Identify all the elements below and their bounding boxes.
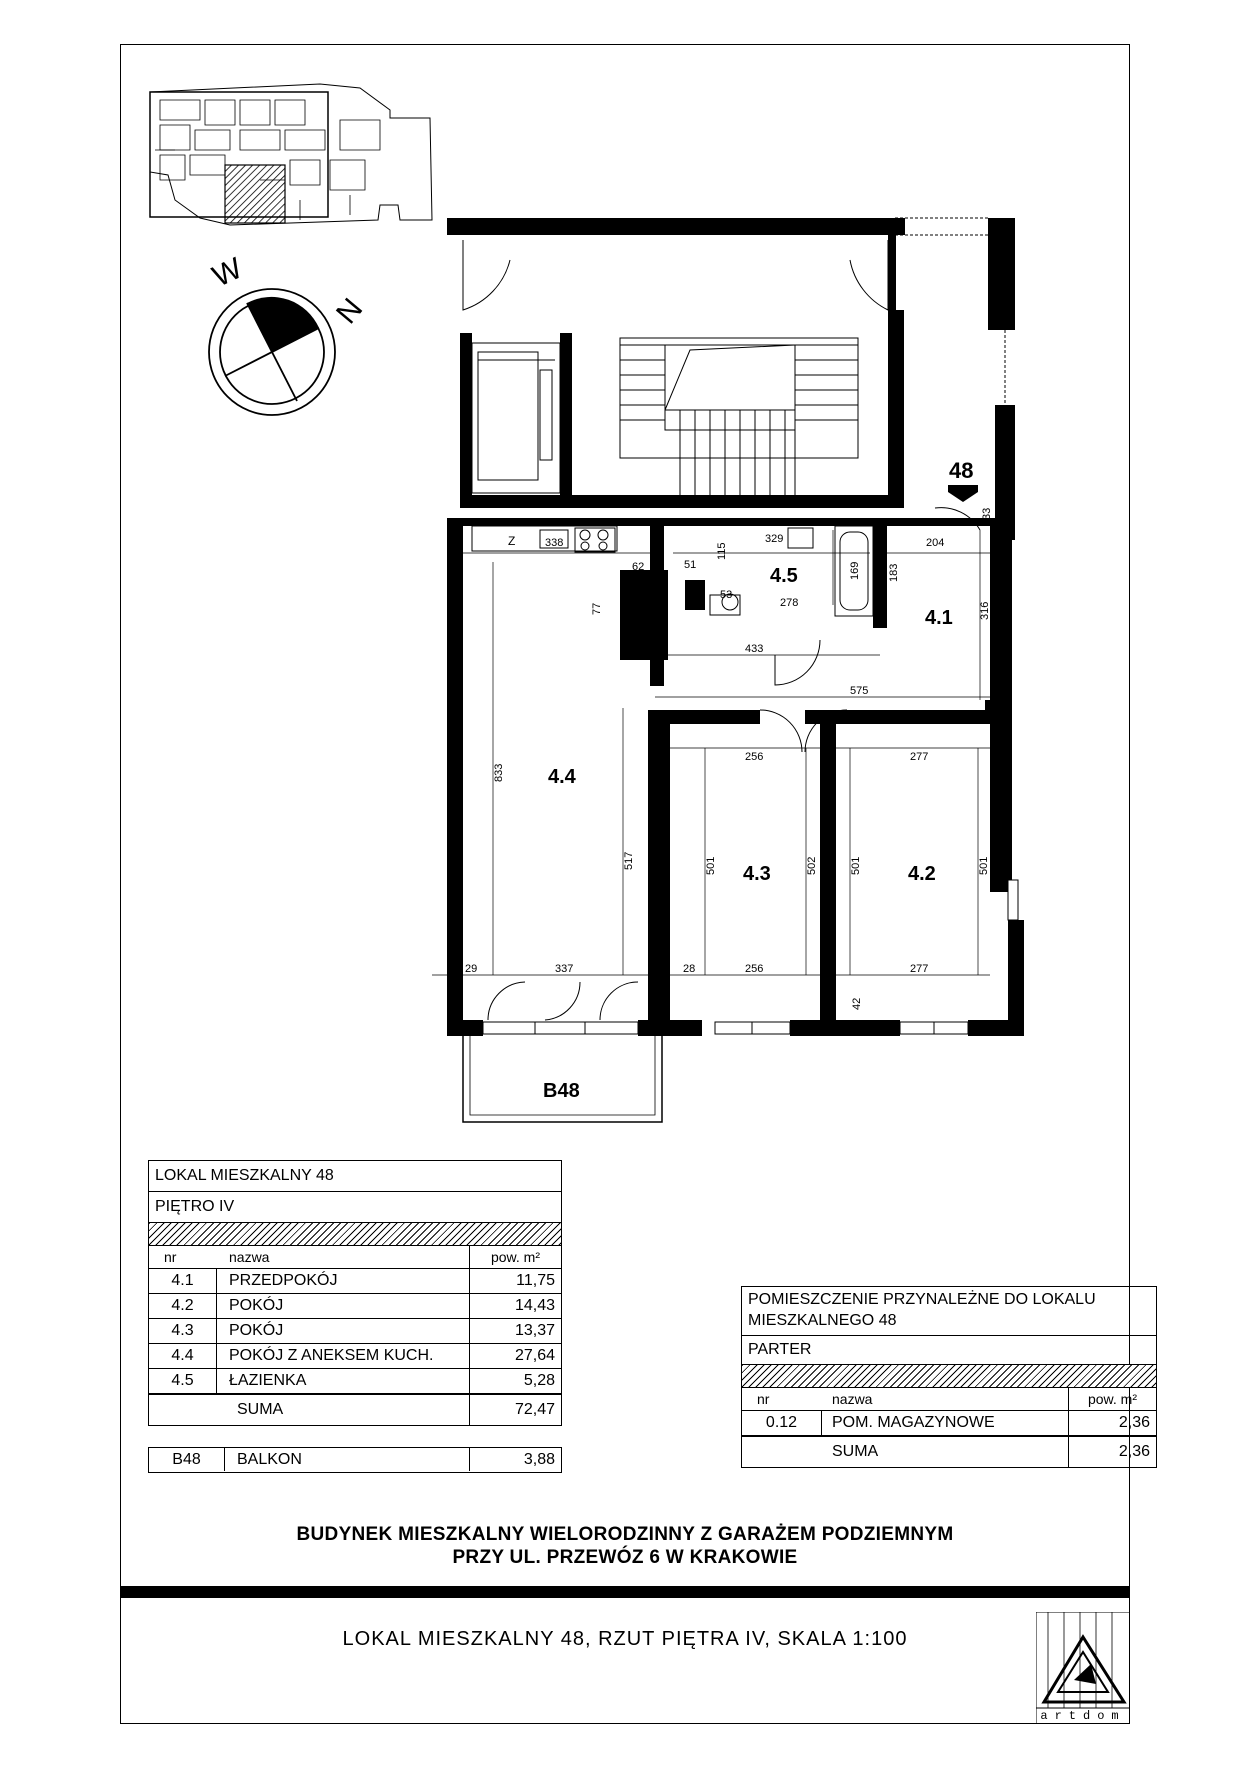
- storage-title-line1: POMIESZCZENIE PRZYNALEŻNE DO LOKALU: [748, 1291, 1096, 1308]
- row-pow: 14,43: [469, 1294, 561, 1318]
- table-row: [149, 1369, 561, 1394]
- balcony-pow: 3,88: [469, 1448, 561, 1471]
- dim-51: 51: [684, 559, 697, 571]
- storage-floor: PARTER: [748, 1341, 812, 1358]
- dim-277-top: 277: [910, 751, 929, 763]
- row-nr: 4.5: [149, 1369, 217, 1393]
- row-nr: 4.4: [149, 1344, 217, 1368]
- artdom-logo-icon: [1036, 1612, 1130, 1724]
- storage-area-table: [741, 1286, 1157, 1468]
- storage-header-nr: nr: [757, 1391, 770, 1407]
- dim-28: 28: [683, 963, 696, 975]
- row-nr: 4.1: [149, 1269, 217, 1293]
- room-label-4-5: 4.5: [770, 565, 798, 587]
- row-nr: 4.2: [149, 1294, 217, 1318]
- balcony-table: [148, 1447, 562, 1473]
- row-pow: 2,36: [1068, 1411, 1156, 1435]
- storage-sum-row: [742, 1436, 1156, 1467]
- dim-502: 502: [806, 856, 818, 875]
- dim-278: 278: [780, 597, 799, 609]
- footer-caption: LOKAL MIESZKALNY 48, RZUT PIĘTRA IV, SKALA 1:100: [342, 1628, 908, 1650]
- row-nazwa: POM. MAGAZYNOWE: [832, 1414, 995, 1431]
- building-title-line2: PRZY UL. PRZEWÓZ 6 W KRAKOWIE: [452, 1547, 798, 1568]
- header-nazwa: nazwa: [229, 1249, 270, 1265]
- storage-header-pow: pow. m²: [1068, 1388, 1156, 1410]
- row-nazwa: PRZEDPOKÓJ: [229, 1272, 338, 1289]
- dim-183: 183: [888, 563, 900, 582]
- dim-256-bottom: 256: [745, 963, 764, 975]
- artdom-logo: [1036, 1612, 1130, 1724]
- table-sum-row: [149, 1394, 561, 1425]
- row-pow: 27,64: [469, 1344, 561, 1368]
- row-pow: 5,28: [469, 1369, 561, 1393]
- storage-sum-value: 2,36: [1068, 1437, 1156, 1467]
- dim-277-bottom: 277: [910, 963, 929, 975]
- dim-329: 329: [765, 533, 784, 545]
- table-row: [149, 1319, 561, 1344]
- dim-28-right: 28: [993, 879, 1006, 891]
- balcony-nazwa: BALKON: [237, 1450, 302, 1468]
- dim-833: 833: [493, 763, 505, 782]
- dim-433: 433: [745, 643, 764, 655]
- staircase: [620, 338, 858, 495]
- lift-shaft: [472, 343, 560, 493]
- header-pow: pow. m²: [469, 1246, 561, 1268]
- room-label-4-3: 4.3: [743, 863, 771, 885]
- room-label-4-4: 4.4: [548, 766, 576, 788]
- table-row: [149, 1344, 561, 1369]
- row-pow: 11,75: [469, 1269, 561, 1293]
- balcony-outline: [463, 1036, 662, 1122]
- storage-sum-label: SUMA: [832, 1443, 879, 1460]
- dim-338: 338: [545, 537, 564, 549]
- room-label-4-2: 4.2: [908, 863, 936, 885]
- dim-337: 337: [555, 963, 574, 975]
- dim-33: 33: [981, 507, 993, 520]
- entrance-number: 48: [949, 458, 974, 483]
- dim-501-b: 501: [850, 856, 862, 875]
- dimension-labels: [465, 508, 1005, 1010]
- compass-letter-w: W: [207, 251, 248, 294]
- dim-575: 575: [850, 685, 869, 697]
- row-nazwa: POKÓJ Z ANEKSEM KUCH.: [229, 1347, 434, 1364]
- fridge-label: Z: [508, 534, 516, 548]
- dim-115: 115: [716, 542, 728, 560]
- storage-header-nazwa: nazwa: [832, 1391, 873, 1407]
- table-title: LOKAL MIESZKALNY 48: [155, 1167, 334, 1184]
- dim-29: 29: [465, 963, 478, 975]
- row-nazwa: POKÓJ: [229, 1297, 284, 1314]
- dimension-lines: [432, 530, 990, 975]
- title-divider-bar: [120, 1586, 1130, 1598]
- dim-62: 62: [632, 561, 645, 573]
- room-label-4-1: 4.1: [925, 607, 953, 629]
- dim-501-a: 501: [705, 856, 717, 875]
- table-floor: PIĘTRO IV: [155, 1198, 235, 1215]
- balcony-nr: B48: [149, 1448, 225, 1471]
- table-hatch-band: [149, 1223, 561, 1246]
- dim-316: 316: [979, 601, 991, 620]
- compass-icon: [209, 289, 335, 415]
- row-nr: 0.12: [742, 1411, 822, 1435]
- entrance-arrow-icon: [948, 485, 978, 502]
- row-nr: 4.3: [149, 1319, 217, 1343]
- compass-letter-n: N: [330, 292, 370, 331]
- row-pow: 13,37: [469, 1319, 561, 1343]
- room-label-b48: B48: [543, 1080, 580, 1102]
- storage-hatch-band: [742, 1365, 1156, 1388]
- dim-42: 42: [851, 997, 863, 1010]
- table-row: [149, 1294, 561, 1319]
- sum-value: 72,47: [469, 1395, 561, 1425]
- sum-label: SUMA: [237, 1401, 284, 1418]
- table-row: [149, 1269, 561, 1294]
- storage-title-line2: MIESZKALNEGO 48: [748, 1312, 897, 1329]
- dim-169: 169: [849, 561, 861, 580]
- dim-517: 517: [623, 851, 635, 870]
- key-plan: [150, 84, 432, 225]
- table-row: [742, 1411, 1156, 1436]
- building-title-line1: BUDYNEK MIESZKALNY WIELORODZINNY Z GARAŻEM PODZIEMNYM: [296, 1524, 954, 1545]
- dim-77: 77: [591, 602, 603, 615]
- header-nr: nr: [164, 1249, 177, 1265]
- row-nazwa: POKÓJ: [229, 1322, 284, 1339]
- row-nazwa: ŁAZIENKA: [229, 1372, 307, 1389]
- apartment-area-table: [148, 1160, 562, 1426]
- dim-501-c: 501: [978, 856, 990, 875]
- dim-53: 53: [720, 589, 733, 601]
- artdom-logo-text: artdom: [1040, 1709, 1126, 1723]
- windows: [483, 880, 1018, 1034]
- dim-204: 204: [926, 537, 945, 549]
- dim-256-top: 256: [745, 751, 764, 763]
